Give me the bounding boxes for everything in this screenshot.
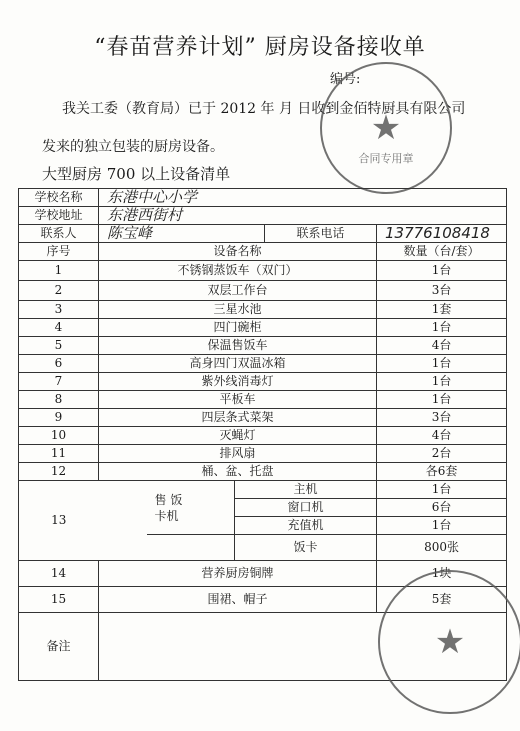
table-row bbox=[19, 301, 507, 319]
company-seal: ★ 合同专用章 bbox=[320, 62, 452, 194]
row-qty: 1台 bbox=[377, 355, 507, 373]
row13-group-label-2: 卡机 bbox=[154, 508, 179, 523]
table-row-13 bbox=[19, 481, 507, 499]
row13-card-name: 饭卡 bbox=[235, 535, 377, 561]
remark-label: 备注 bbox=[19, 613, 99, 681]
document-title: “春苗营养计划” 厨房设备接收单 bbox=[94, 35, 426, 60]
row-no: 6 bbox=[19, 355, 99, 373]
row-name: 桶、盆、托盘 bbox=[99, 463, 377, 481]
row-qty: 1套 bbox=[377, 301, 507, 319]
row-qty: 1台 bbox=[377, 373, 507, 391]
row13-item-qty: 1台 bbox=[377, 481, 507, 499]
row-qty: 1台 bbox=[377, 391, 507, 409]
table-row bbox=[19, 463, 507, 481]
table-row bbox=[19, 355, 507, 373]
table-row bbox=[19, 337, 507, 355]
row-no: 12 bbox=[19, 463, 99, 481]
row-qty: 4台 bbox=[377, 427, 507, 445]
row-qty: 1台 bbox=[377, 261, 507, 281]
row13-group-label bbox=[147, 481, 235, 535]
receipt-paragraph-line2: 发来的独立包装的厨房设备。 bbox=[42, 139, 224, 155]
table-row bbox=[19, 281, 507, 301]
row-no: 14 bbox=[19, 561, 99, 587]
table-row bbox=[19, 445, 507, 463]
row-no: 8 bbox=[19, 391, 99, 409]
row-qty: 5套 bbox=[377, 587, 507, 613]
row-name: 平板车 bbox=[99, 391, 377, 409]
table-row bbox=[19, 261, 507, 281]
receipt-paragraph-line1: 我关工委（教育局）已于 2012 年 月 日收到金佰特厨具有限公司 bbox=[62, 101, 466, 117]
row-name: 营养厨房铜牌 bbox=[99, 561, 377, 587]
seal-star-icon: ★ bbox=[370, 108, 402, 148]
row-no: 5 bbox=[19, 337, 99, 355]
row-name: 保温售饭车 bbox=[99, 337, 377, 355]
phone-value: 13776108418 bbox=[377, 225, 507, 243]
school-name-value: 东港中心小学 bbox=[99, 189, 507, 207]
row-qty: 3台 bbox=[377, 281, 507, 301]
contact-value: 陈宝峰 bbox=[99, 225, 265, 243]
number-label: 编号: bbox=[330, 72, 361, 87]
row13-group-label-1: 售 饭 bbox=[154, 492, 183, 507]
header-name: 设备名称 bbox=[99, 243, 377, 261]
row-name: 排风扇 bbox=[99, 445, 377, 463]
row-name: 高身四门双温冰箱 bbox=[99, 355, 377, 373]
school-name-row bbox=[19, 189, 507, 207]
phone-label: 联系电话 bbox=[265, 225, 377, 243]
table-row bbox=[19, 409, 507, 427]
row-no: 9 bbox=[19, 409, 99, 427]
row-qty: 各6套 bbox=[377, 463, 507, 481]
row-no: 7 bbox=[19, 373, 99, 391]
row13-card-qty: 800张 bbox=[377, 535, 507, 561]
row-no: 2 bbox=[19, 281, 99, 301]
row-name: 四层条式菜架 bbox=[99, 409, 377, 427]
header-qty: 数量（台/套） bbox=[377, 243, 507, 261]
contact-row bbox=[19, 225, 507, 243]
row-name: 围裙、帽子 bbox=[99, 587, 377, 613]
contact-label: 联系人 bbox=[19, 225, 99, 243]
seal-star-icon: ★ bbox=[434, 622, 466, 662]
row13-no: 13 bbox=[19, 481, 99, 561]
row-qty: 4台 bbox=[377, 337, 507, 355]
list-subtitle: 大型厨房 700 以上设备清单 bbox=[42, 165, 231, 183]
row-no: 1 bbox=[19, 261, 99, 281]
school-name-label: 学校名称 bbox=[19, 189, 99, 207]
row-name: 三星水池 bbox=[99, 301, 377, 319]
school-address-row bbox=[19, 207, 507, 225]
row13-item-qty: 6台 bbox=[377, 499, 507, 517]
row-qty: 1块 bbox=[377, 561, 507, 587]
header-no: 序号 bbox=[19, 243, 99, 261]
row-no: 11 bbox=[19, 445, 99, 463]
row-name: 紫外线消毒灯 bbox=[99, 373, 377, 391]
table-header-row bbox=[19, 243, 507, 261]
row-qty: 2台 bbox=[377, 445, 507, 463]
row-name: 灭蝇灯 bbox=[99, 427, 377, 445]
row-no: 4 bbox=[19, 319, 99, 337]
row13-item-name: 主机 bbox=[235, 481, 377, 499]
row13-item-name: 充值机 bbox=[235, 517, 377, 535]
school-seal bbox=[378, 570, 520, 714]
school-address-label: 学校地址 bbox=[19, 207, 99, 225]
row-name: 不锈钢蒸饭车（双门） bbox=[99, 261, 377, 281]
table-row bbox=[19, 427, 507, 445]
school-address-value: 东港西街村 bbox=[99, 207, 507, 225]
row-no: 10 bbox=[19, 427, 99, 445]
row-qty: 3台 bbox=[377, 409, 507, 427]
row-name: 双层工作台 bbox=[99, 281, 377, 301]
row-no: 3 bbox=[19, 301, 99, 319]
row-qty: 1台 bbox=[377, 319, 507, 337]
table-row bbox=[19, 391, 507, 409]
table-row bbox=[19, 319, 507, 337]
row13-item-name: 窗口机 bbox=[235, 499, 377, 517]
row-no: 15 bbox=[19, 587, 99, 613]
row-name: 四门碗柜 bbox=[99, 319, 377, 337]
row13-item-qty: 1台 bbox=[377, 517, 507, 535]
table-row bbox=[19, 373, 507, 391]
